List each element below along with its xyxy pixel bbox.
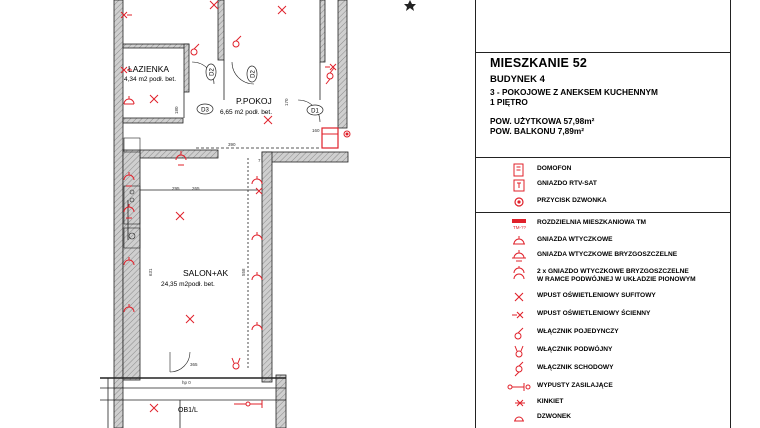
sconce-icon [150, 404, 158, 412]
svg-text:D2: D2 [209, 68, 216, 76]
hall-lower-wall-left [140, 150, 218, 158]
power-outlet-icon [504, 379, 532, 395]
balcony-area: POW. BALKONU 7,89m² [490, 126, 585, 136]
ceiling-light-icon [176, 212, 184, 220]
dimension: 180 [174, 106, 179, 114]
apartment-type: 3 - POKOJOWE Z ANEKSEM KUCHENNYM [490, 87, 658, 97]
legend-label: ROZDZIELNIA MIESZKANIOWA TM [537, 219, 647, 226]
dimension: 295 [172, 186, 180, 191]
legend-label: WŁĄCZNIK PODWÓJNY [537, 346, 613, 353]
apartment-title: MIESZKANIE 52 [490, 56, 588, 70]
right-lower-wall [276, 375, 286, 428]
compass-star-icon [404, 0, 416, 11]
title-block-top [476, 0, 730, 53]
socket-icon [252, 176, 262, 184]
upper-partition-b [320, 0, 325, 62]
building-label: BUDYNEK 4 [490, 74, 545, 85]
floor-label: 1 PIĘTRO [490, 97, 528, 107]
door-tag [307, 105, 323, 115]
wall-light-icon [256, 188, 262, 194]
legend-label: GNIAZDA WTYCZKOWE [537, 236, 613, 243]
tv-socket-icon [504, 177, 532, 193]
distribution-board-icon [504, 216, 532, 232]
legend-row [476, 343, 730, 359]
legend-row [476, 289, 730, 305]
dimension: 7 [258, 158, 261, 163]
sconce-icon [504, 395, 532, 411]
ceiling-light-icon [264, 116, 272, 124]
staircase-switch-icon [504, 361, 532, 377]
bathroom-right-wall [184, 44, 189, 92]
socket-icon [252, 322, 262, 330]
power-outlet-icon [246, 400, 262, 408]
legend-label: KINKIET [537, 398, 564, 405]
legend-label: WYPUSTY ZASILAJĄCE [537, 382, 613, 389]
legend-label [537, 268, 696, 284]
doorbell-button-icon [504, 194, 532, 210]
dimension: 170 [284, 98, 289, 106]
door-tags [197, 64, 323, 115]
room-name-hall: P.POKOJ [236, 96, 272, 106]
legend-label: WPUST OŚWIETLENIOWY SUFITOWY [537, 292, 656, 299]
legend-row [476, 395, 730, 411]
door-tag [206, 64, 216, 80]
bell-icon [504, 410, 532, 426]
legend-label: DZWONEK [537, 413, 572, 420]
usable-area: POW. UŻYTKOWA 57,98m² [490, 116, 595, 126]
window-tag: OB1/L [178, 407, 198, 414]
right-upper-wall [338, 0, 347, 128]
wall-light-icon [325, 64, 336, 70]
separator [476, 157, 730, 158]
single-switch-icon [504, 325, 532, 341]
legend-label: PRZYCISK DZWONKA [537, 197, 607, 204]
separator [476, 212, 730, 213]
legend-row [476, 410, 730, 426]
legend-label: DOMOFON [537, 165, 572, 172]
socket-icon [252, 272, 262, 280]
room-name-living: SALON+AK [183, 268, 229, 278]
double-switch-icon [504, 343, 532, 359]
ceiling-light-icon [186, 315, 194, 323]
legend-row [476, 233, 730, 249]
double-switch-icon [232, 358, 240, 369]
legend-row [476, 307, 730, 323]
socket-icon [504, 233, 532, 249]
legend-row [476, 248, 730, 264]
distribution-board-icon [322, 128, 338, 148]
legend-label: WŁĄCZNIK POJEDYNCZY [537, 328, 619, 335]
dimension: 160 [312, 128, 320, 133]
svg-text:D3: D3 [201, 107, 209, 114]
svg-text:TM-??: TM-?? [513, 225, 527, 230]
doorbell-button-icon [344, 131, 350, 137]
legend-label: WPUST OŚWIETLENIOWY ŚCIENNY [537, 310, 651, 317]
ceiling-light-icon [504, 289, 532, 305]
staircase-switch-icon [326, 68, 334, 84]
legend-row [476, 265, 730, 285]
svg-text:D2: D2 [250, 70, 257, 78]
apartment-info [490, 56, 725, 136]
dimension: 390 [228, 142, 236, 147]
dimension: 558 [241, 268, 246, 276]
left-outer-wall [114, 0, 123, 428]
legend-row [476, 325, 730, 341]
ceiling-light-icon [278, 6, 286, 14]
single-switch-icon [191, 44, 199, 55]
electrical-symbols [121, 1, 350, 412]
legend-label: GNIAZDA WTYCZKOWE BRYZGOSZCZELNE [537, 251, 678, 258]
socket-icon [124, 96, 134, 104]
dimension-labels [148, 98, 320, 385]
room-area-living: 24,35 m2podł. bet. [161, 281, 215, 288]
intercom-icon [504, 162, 532, 178]
info-panel [475, 0, 731, 428]
room-area-bathroom: 4,34 m2 podł. bet. [124, 76, 177, 83]
ceiling-light-icon [210, 1, 218, 9]
dimension: 365 [190, 362, 198, 367]
legend-label: GNIAZDO RTV-SAT [537, 180, 597, 187]
legend-label-line: W RAMCE PODWÓJNEJ W UKŁADZIE PIONOWYM [537, 276, 696, 283]
svg-text:D1: D1 [311, 108, 319, 115]
double-socket-icon [504, 265, 532, 281]
legend-row [476, 361, 730, 377]
bathroom-top-wall [123, 44, 189, 48]
hall-lower-wall-right [262, 152, 348, 162]
bathroom-lower-wall [123, 118, 183, 123]
dimension: hp 0 [182, 380, 191, 385]
ceiling-light-icon [150, 95, 158, 103]
legend-row [476, 379, 730, 395]
room-name-bathroom: ŁAZIENKA [128, 64, 170, 74]
single-switch-icon [233, 36, 241, 47]
legend-row [476, 216, 730, 232]
legend-label-line: 2 x GNIAZDO WTYCZKOWE BRYZGOSZCZELNE [537, 268, 689, 275]
door-tag [247, 66, 257, 82]
legend-label: WŁĄCZNIK SCHODOWY [537, 364, 614, 371]
upper-partition-a [218, 0, 224, 60]
door-tag [197, 104, 213, 114]
living-right-wall [262, 152, 272, 382]
legend-row [476, 177, 730, 193]
wall-light-icon [504, 307, 532, 323]
room-area-hall: 6,65 m2 podł. bet. [220, 109, 273, 116]
splashproof-socket-icon [504, 248, 532, 264]
socket-icon [252, 232, 262, 240]
legend-row [476, 162, 730, 178]
legend-row [476, 194, 730, 210]
kitchen-wall [123, 150, 140, 380]
dimension: 265 [192, 186, 200, 191]
room-labels [124, 64, 272, 288]
dimension: 631 [148, 268, 153, 276]
